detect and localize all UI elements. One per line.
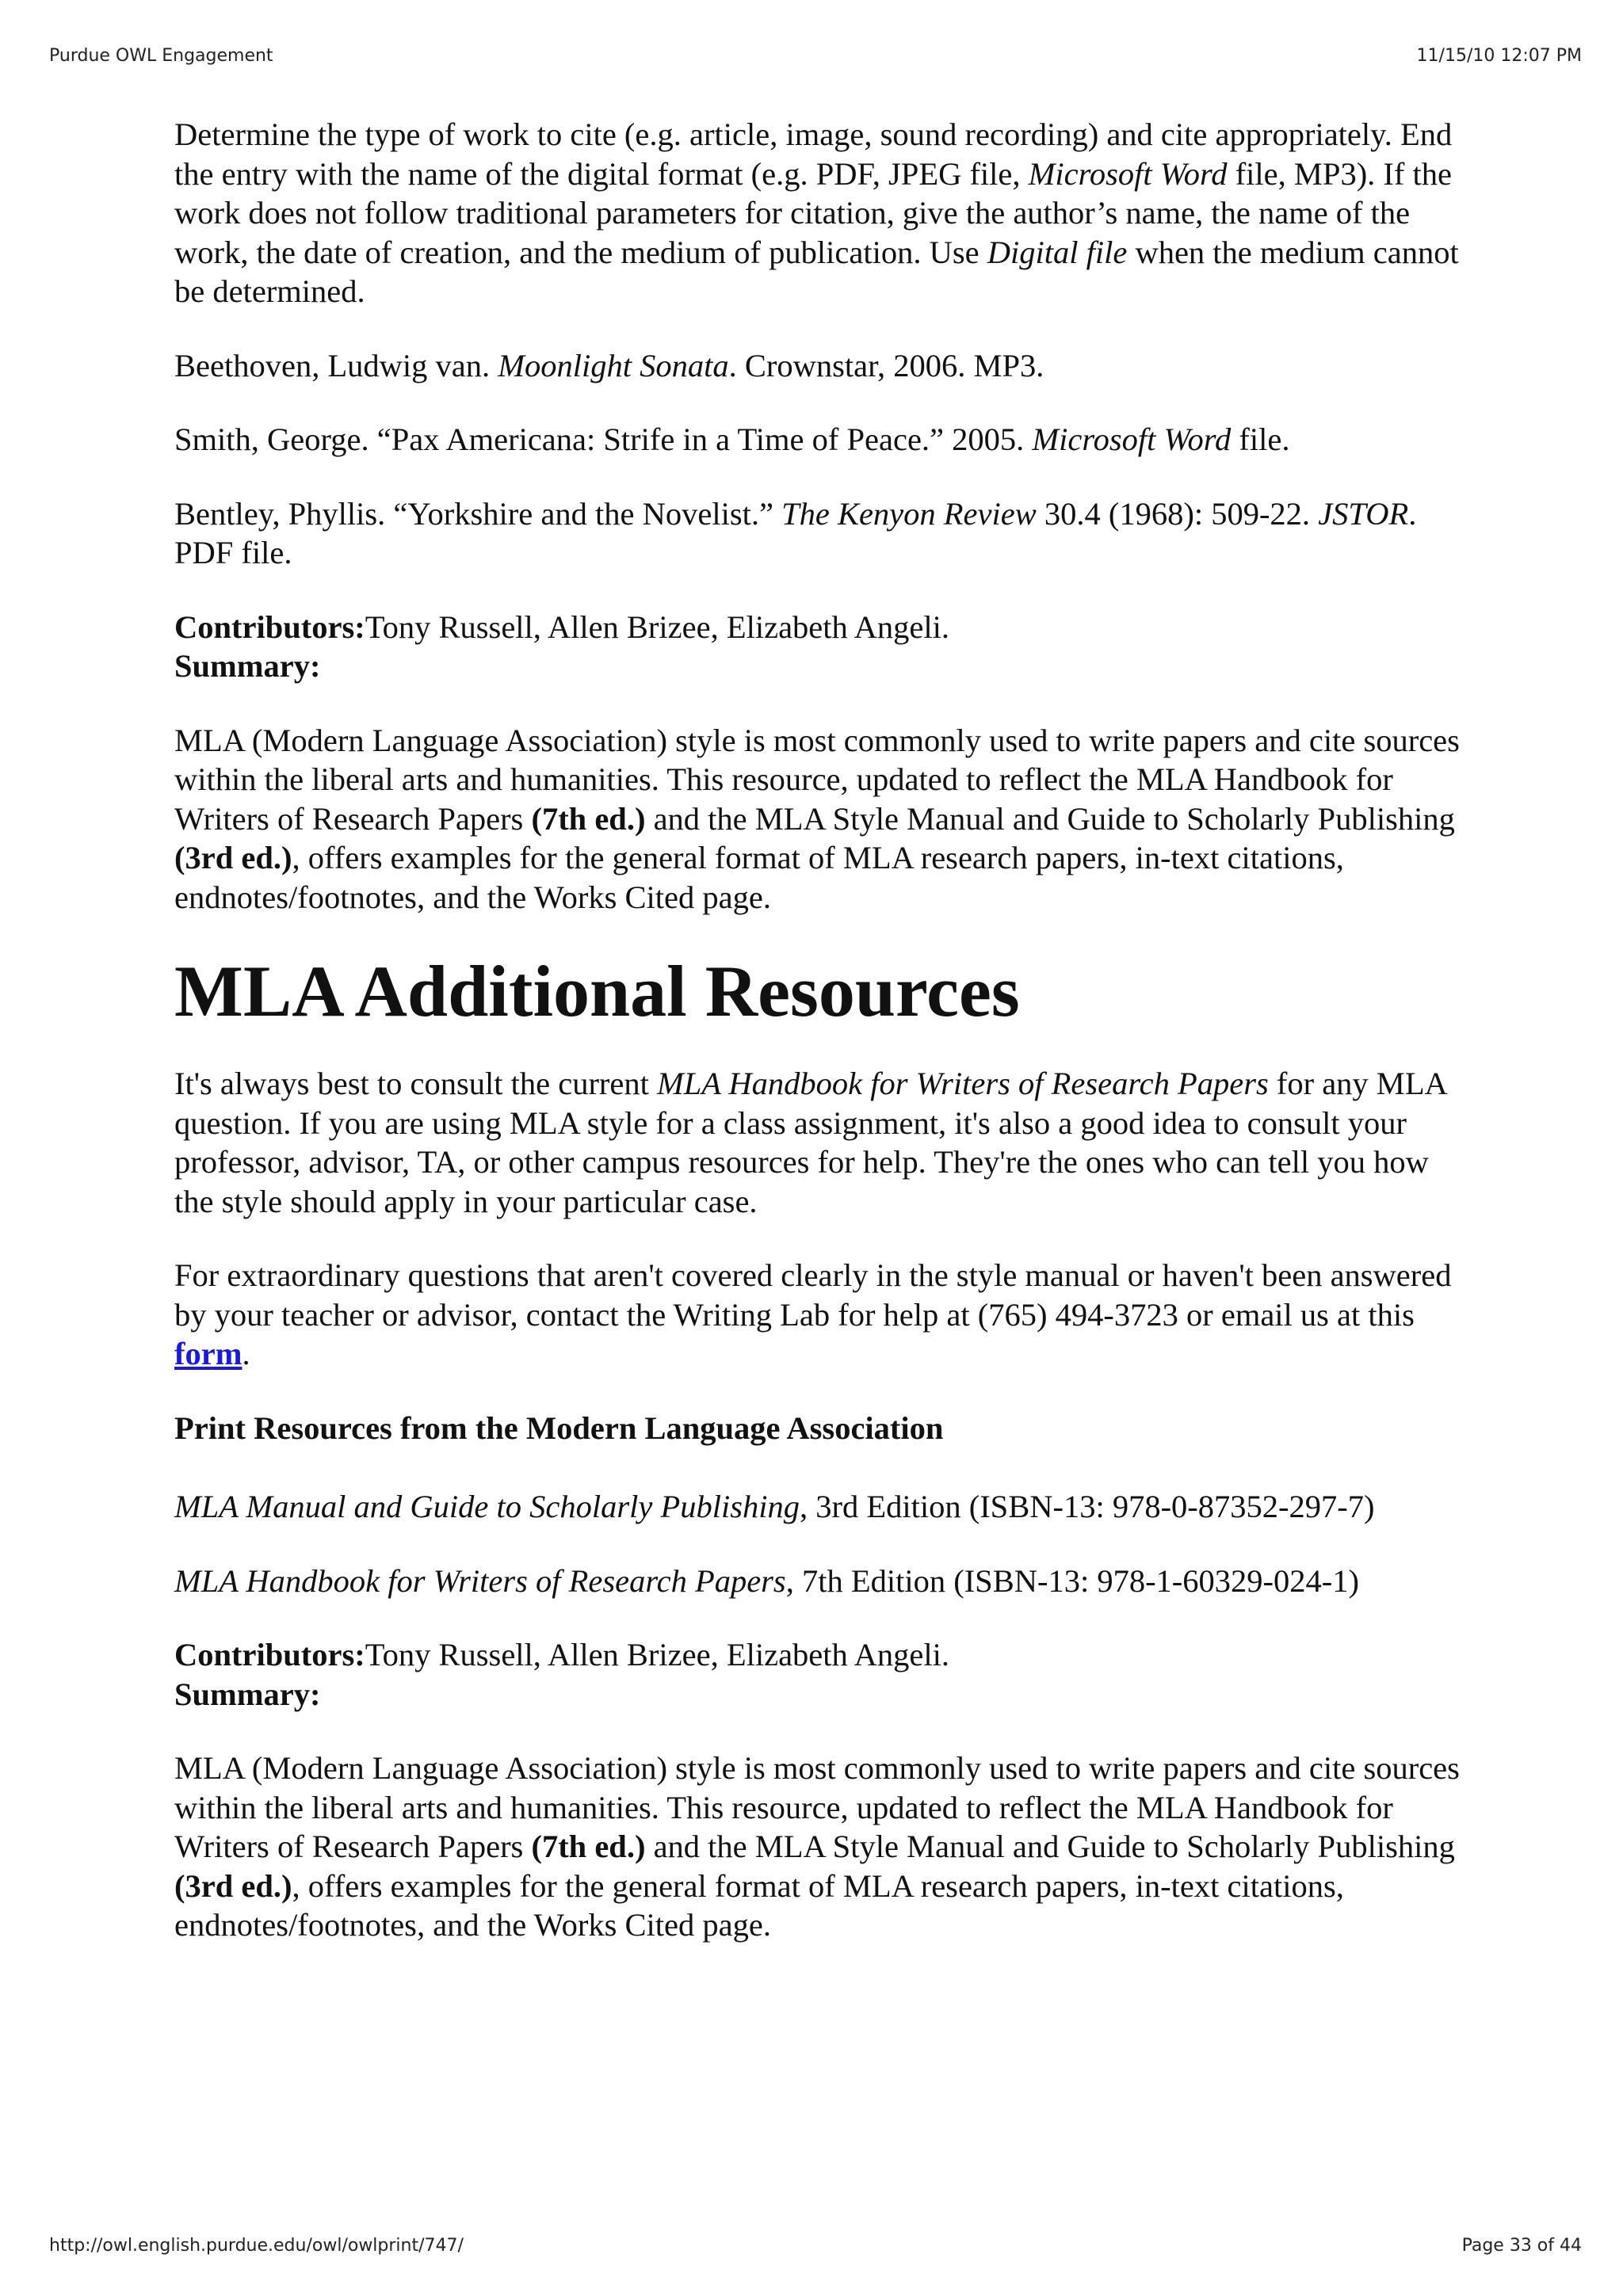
summary-text: MLA (Modern Language Association) style is most commonly used to write papers and cite sources within the liberal arts and humanities. This resource, updated to reflect the MLA Handbook for Writers of Research Papers (7th ed.) and the MLA Style Manual and Guide to Scholarly Publishing (3rd ed.), offers examples for the general format of MLA research papers, in-text citations, endnotes/footnotes, and the Works Cited page. — [174, 1750, 1460, 1943]
footer-page-number: Page 33 of 44 — [1461, 2236, 1582, 2256]
section-title: MLA Additional Resources — [174, 951, 1020, 1032]
citation-example-smith: Smith, George. “Pax Americana: Strife in a Time of Peace.” 2005. Microsoft Word file. — [174, 421, 1290, 457]
form-link[interactable]: form — [174, 1336, 242, 1371]
print-resources-heading: Print Resources from the Modern Language Association — [174, 1409, 944, 1446]
contributors-line: Contributors:Tony Russell, Allen Brizee, Elizabeth Angeli. — [174, 1637, 950, 1672]
summary-text: MLA (Modern Language Association) style is most commonly used to write papers and cite sources within the liberal arts and humanities. This resource, updated to reflect the MLA Handbook for Writers of Research Papers (7th ed.) and the MLA Style Manual and Guide to Scholarly Publishing (3rd ed.), offers examples for the general format of MLA research papers, in-text citations, endnotes/footnotes, and the Works Cited page. — [174, 722, 1460, 915]
writing-lab-paragraph: For extraordinary questions that aren't covered clearly in the style manual or haven't been answered by your teacher or advisor, contact the Writing Lab for help at (765) 494-3723 or email us at this form. — [174, 1257, 1452, 1371]
contributors-line: Contributors:Tony Russell, Allen Brizee, Elizabeth Angeli. — [174, 608, 950, 645]
citation-example-beethoven: Beethoven, Ludwig van. Moonlight Sonata. Crownstar, 2006. MP3. — [174, 347, 1044, 383]
digital-file-instructions: Determine the type of work to cite (e.g. article, image, sound recording) and cite appropriately. End the entry with the name of the digital format (e.g. PDF, JPEG file, Microsoft Word file, MP3). If the work does not follow traditional parameters for citation, give the author’s name, the name of the work, the date of creation, and the medium of publication. Use Digital file when the medium cannot be determined. — [174, 116, 1459, 309]
consult-handbook-paragraph: It's always best to consult the current MLA Handbook for Writers of Research Papers for any MLA question. If you are using MLA style for a class assignment, it's also a good idea to consult your professor, advisor, TA, or other campus resources for help. They're the ones who can tell you how the style should apply in your particular case. — [174, 1066, 1446, 1219]
header-site-title: Purdue OWL Engagement — [49, 46, 273, 66]
citation-example-bentley: Bentley, Phyllis. “Yorkshire and the Novelist.” The Kenyon Review 30.4 (1968): 509-22. JSTOR. PDF file. — [174, 495, 1417, 570]
book-entry-handbook: MLA Handbook for Writers of Research Papers, 7th Edition (ISBN-13: 978-1-60329-024-1) — [174, 1562, 1360, 1599]
page-content — [174, 115, 1474, 1980]
book-entry-manual: MLA Manual and Guide to Scholarly Publishing, 3rd Edition (ISBN-13: 978-0-87352-297-7) — [174, 1489, 1375, 1524]
header-datetime: 11/15/10 12:07 PM — [1416, 46, 1582, 66]
summary-label: Summary: — [174, 648, 321, 684]
summary-label: Summary: — [174, 1676, 321, 1712]
footer-url: http://owl.english.purdue.edu/owl/owlprint/747/ — [49, 2236, 464, 2256]
